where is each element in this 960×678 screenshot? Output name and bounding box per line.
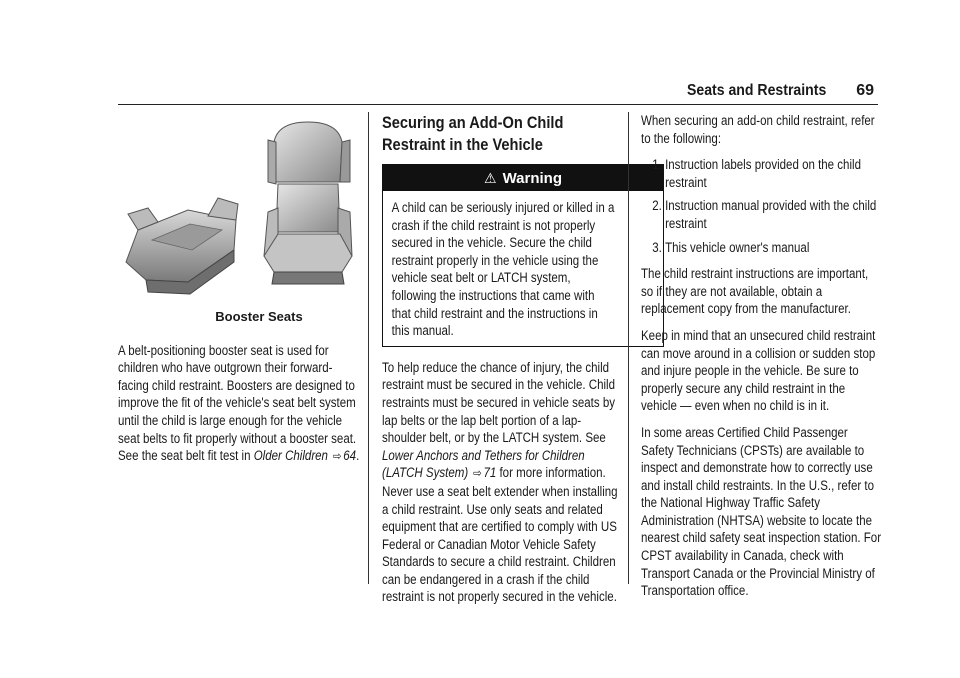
page-number: 69 xyxy=(856,82,874,99)
booster-seats-illustration xyxy=(118,112,358,302)
page-ref-arrow-icon: ⇨ xyxy=(473,466,482,481)
latch-link[interactable]: Lower Anchors and Tethers for Children (LATCH System) xyxy=(382,447,585,481)
warning-text: A child can be seriously injured or killed in a crash if the child restraint is not properly secured in the vehicle. Secure the child restraint properly in the vehicle using the vehicle seat belt or LATCH system, following the instructions that came with that child restraint and the instructions in this manual. xyxy=(391,200,615,339)
booster-paragraph-end: . xyxy=(356,448,360,464)
securing-paragraph-tail: for more information. Never use a seat belt extender when installing a child restraint. Use only seats and related equipment that are certified to comply with US Federal or Canadian Motor Vehicle Safety Standards to secure a child restraint. Children can be endangered in a crash if the child restraint is not properly secured in the vehicle. xyxy=(382,465,618,605)
intro-paragraph: When securing an add-on child restraint, refer to the following: xyxy=(641,113,875,146)
list-item: 2. Instruction manual provided with the child restraint xyxy=(665,197,883,232)
column-right xyxy=(641,112,923,609)
securing-paragraph-text: To help reduce the chance of injury, the child restraint must be secured in the vehicle. Child restraints must be secured in vehicle seats by lap belts or the lap belt portion of a lap-shoulder belt, or by the LATCH system. See xyxy=(382,359,615,446)
cpst-paragraph: In some areas Certified Child Passenger Safety Technicians (CPSTs) are available to inspect and demonstrate how to correctly use and install child restraints. In the U.S., refer to the National Highway Traffic Safety Administration (NHTSA) website to locate the nearest child safety seat inspection station. For CPST availability in Canada, check with Transport Canada or the Provincial Ministry of Transportation office. xyxy=(641,424,882,599)
column-divider-2 xyxy=(628,112,629,584)
page-ref-arrow-icon: ⇨ xyxy=(332,449,342,464)
warning-label: Warning xyxy=(502,170,562,187)
booster-seats-figure xyxy=(118,112,400,302)
older-children-page[interactable]: 64 xyxy=(343,448,357,464)
booster-paragraph-text: A belt-positioning booster seat is used for children who have outgrown their forward-facing child restraint. Boosters are designed to improve the fit of the vehicle's seat belt system until the child is large enough for the vehicle seat belts to fit properly without a booster seat. See the seat belt fit test in xyxy=(118,342,357,464)
section-title: Securing an Add-On Child Restraint in the Vehicle xyxy=(382,113,564,154)
column-middle xyxy=(382,112,664,615)
securing-paragraph xyxy=(382,359,625,606)
latch-page[interactable]: 71 xyxy=(483,465,497,481)
unsecured-paragraph: Keep in mind that an unsecured child restraint can move around in a collision or sudden stop and injure people in the vehicle. Be sure to properly secure any child restraint in the vehicle — even when no child is in it. xyxy=(641,327,876,414)
reference-list xyxy=(641,156,884,256)
header-title: Seats and Restraints xyxy=(686,82,826,99)
backless-booster-shape xyxy=(126,198,238,294)
instructions-paragraph: The child restraint instructions are important, so if they are not available, obtain a replacement copy from the manufacturer. xyxy=(641,266,869,317)
warning-icon: ⚠ xyxy=(484,170,497,186)
older-children-link[interactable]: Older Children xyxy=(253,448,328,464)
list-item: 3. This vehicle owner's manual xyxy=(665,239,883,257)
high-back-booster-shape xyxy=(264,122,352,284)
warning-box xyxy=(382,164,664,347)
warning-header xyxy=(383,165,663,191)
figure-caption: Booster Seats xyxy=(215,309,303,324)
list-item: 1. Instruction labels provided on the child restraint xyxy=(665,156,883,191)
column-left xyxy=(118,112,400,475)
page-header xyxy=(118,78,878,105)
column-divider-1 xyxy=(368,112,369,584)
booster-paragraph xyxy=(118,342,361,466)
